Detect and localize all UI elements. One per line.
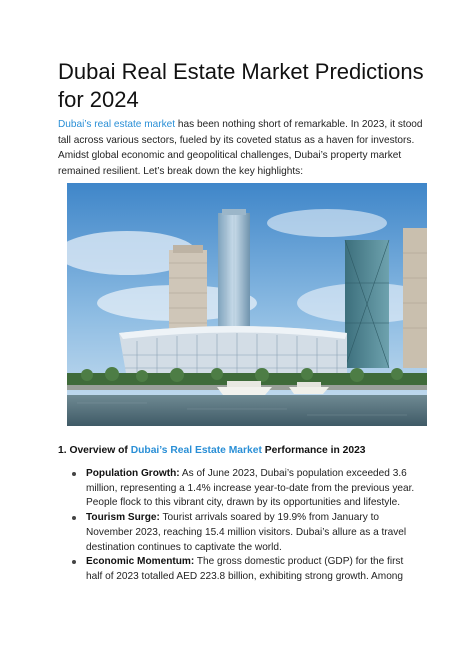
section-prefix: 1. Overview of xyxy=(58,445,131,456)
intro-paragraph xyxy=(58,117,428,179)
bullet-label: Economic Momentum: xyxy=(86,556,195,568)
bullet-label: Population Growth: xyxy=(86,468,180,479)
list-item xyxy=(72,467,420,511)
section-heading xyxy=(58,444,438,458)
bullet-label: Tourism Surge: xyxy=(86,512,160,524)
bullet-icon xyxy=(72,560,76,564)
city-skyline-photo xyxy=(67,183,427,426)
bullet-text: Tourist arrivals soared by 19.9% from January to November 2023, reaching 15.4 million visitors. Dubai’s allure as a travel destination continues to captivate the world. xyxy=(86,512,407,553)
dubai-real-estate-market-link[interactable]: Dubai’s Real Estate Market xyxy=(130,445,262,456)
highlights-list xyxy=(72,467,420,585)
real-estate-market-link[interactable]: Dubai’s real estate market xyxy=(58,119,176,130)
list-item xyxy=(72,555,420,584)
section-suffix: Performance in 2023 xyxy=(261,445,366,456)
intro-text: has been nothing short of remarkable. In 2023, it stood tall across various sectors, fueled by its coveted status as a haven for investors. Amidst global economic and geopolitical challenges, Dubai’s property market remained resilient. Let’s break down the key highlights: xyxy=(58,119,423,177)
bullet-text: The gross domestic product (GDP) for the first half of 2023 totalled AED 223.8 billion, exhibiting strong growth. Among xyxy=(86,556,404,582)
bullet-icon xyxy=(72,472,76,476)
list-item xyxy=(72,511,420,555)
page-title: Dubai Real Estate Market Predictions for 2024 xyxy=(58,59,424,112)
bullet-icon xyxy=(72,516,76,520)
bullet-text: As of June 2023, Dubai’s population exceeded 3.6 million, representing a 1.4% increase year-to-date from the previous year. People flock to this vibrant city, drawn by its opportunities and lifestyle. xyxy=(86,468,415,509)
